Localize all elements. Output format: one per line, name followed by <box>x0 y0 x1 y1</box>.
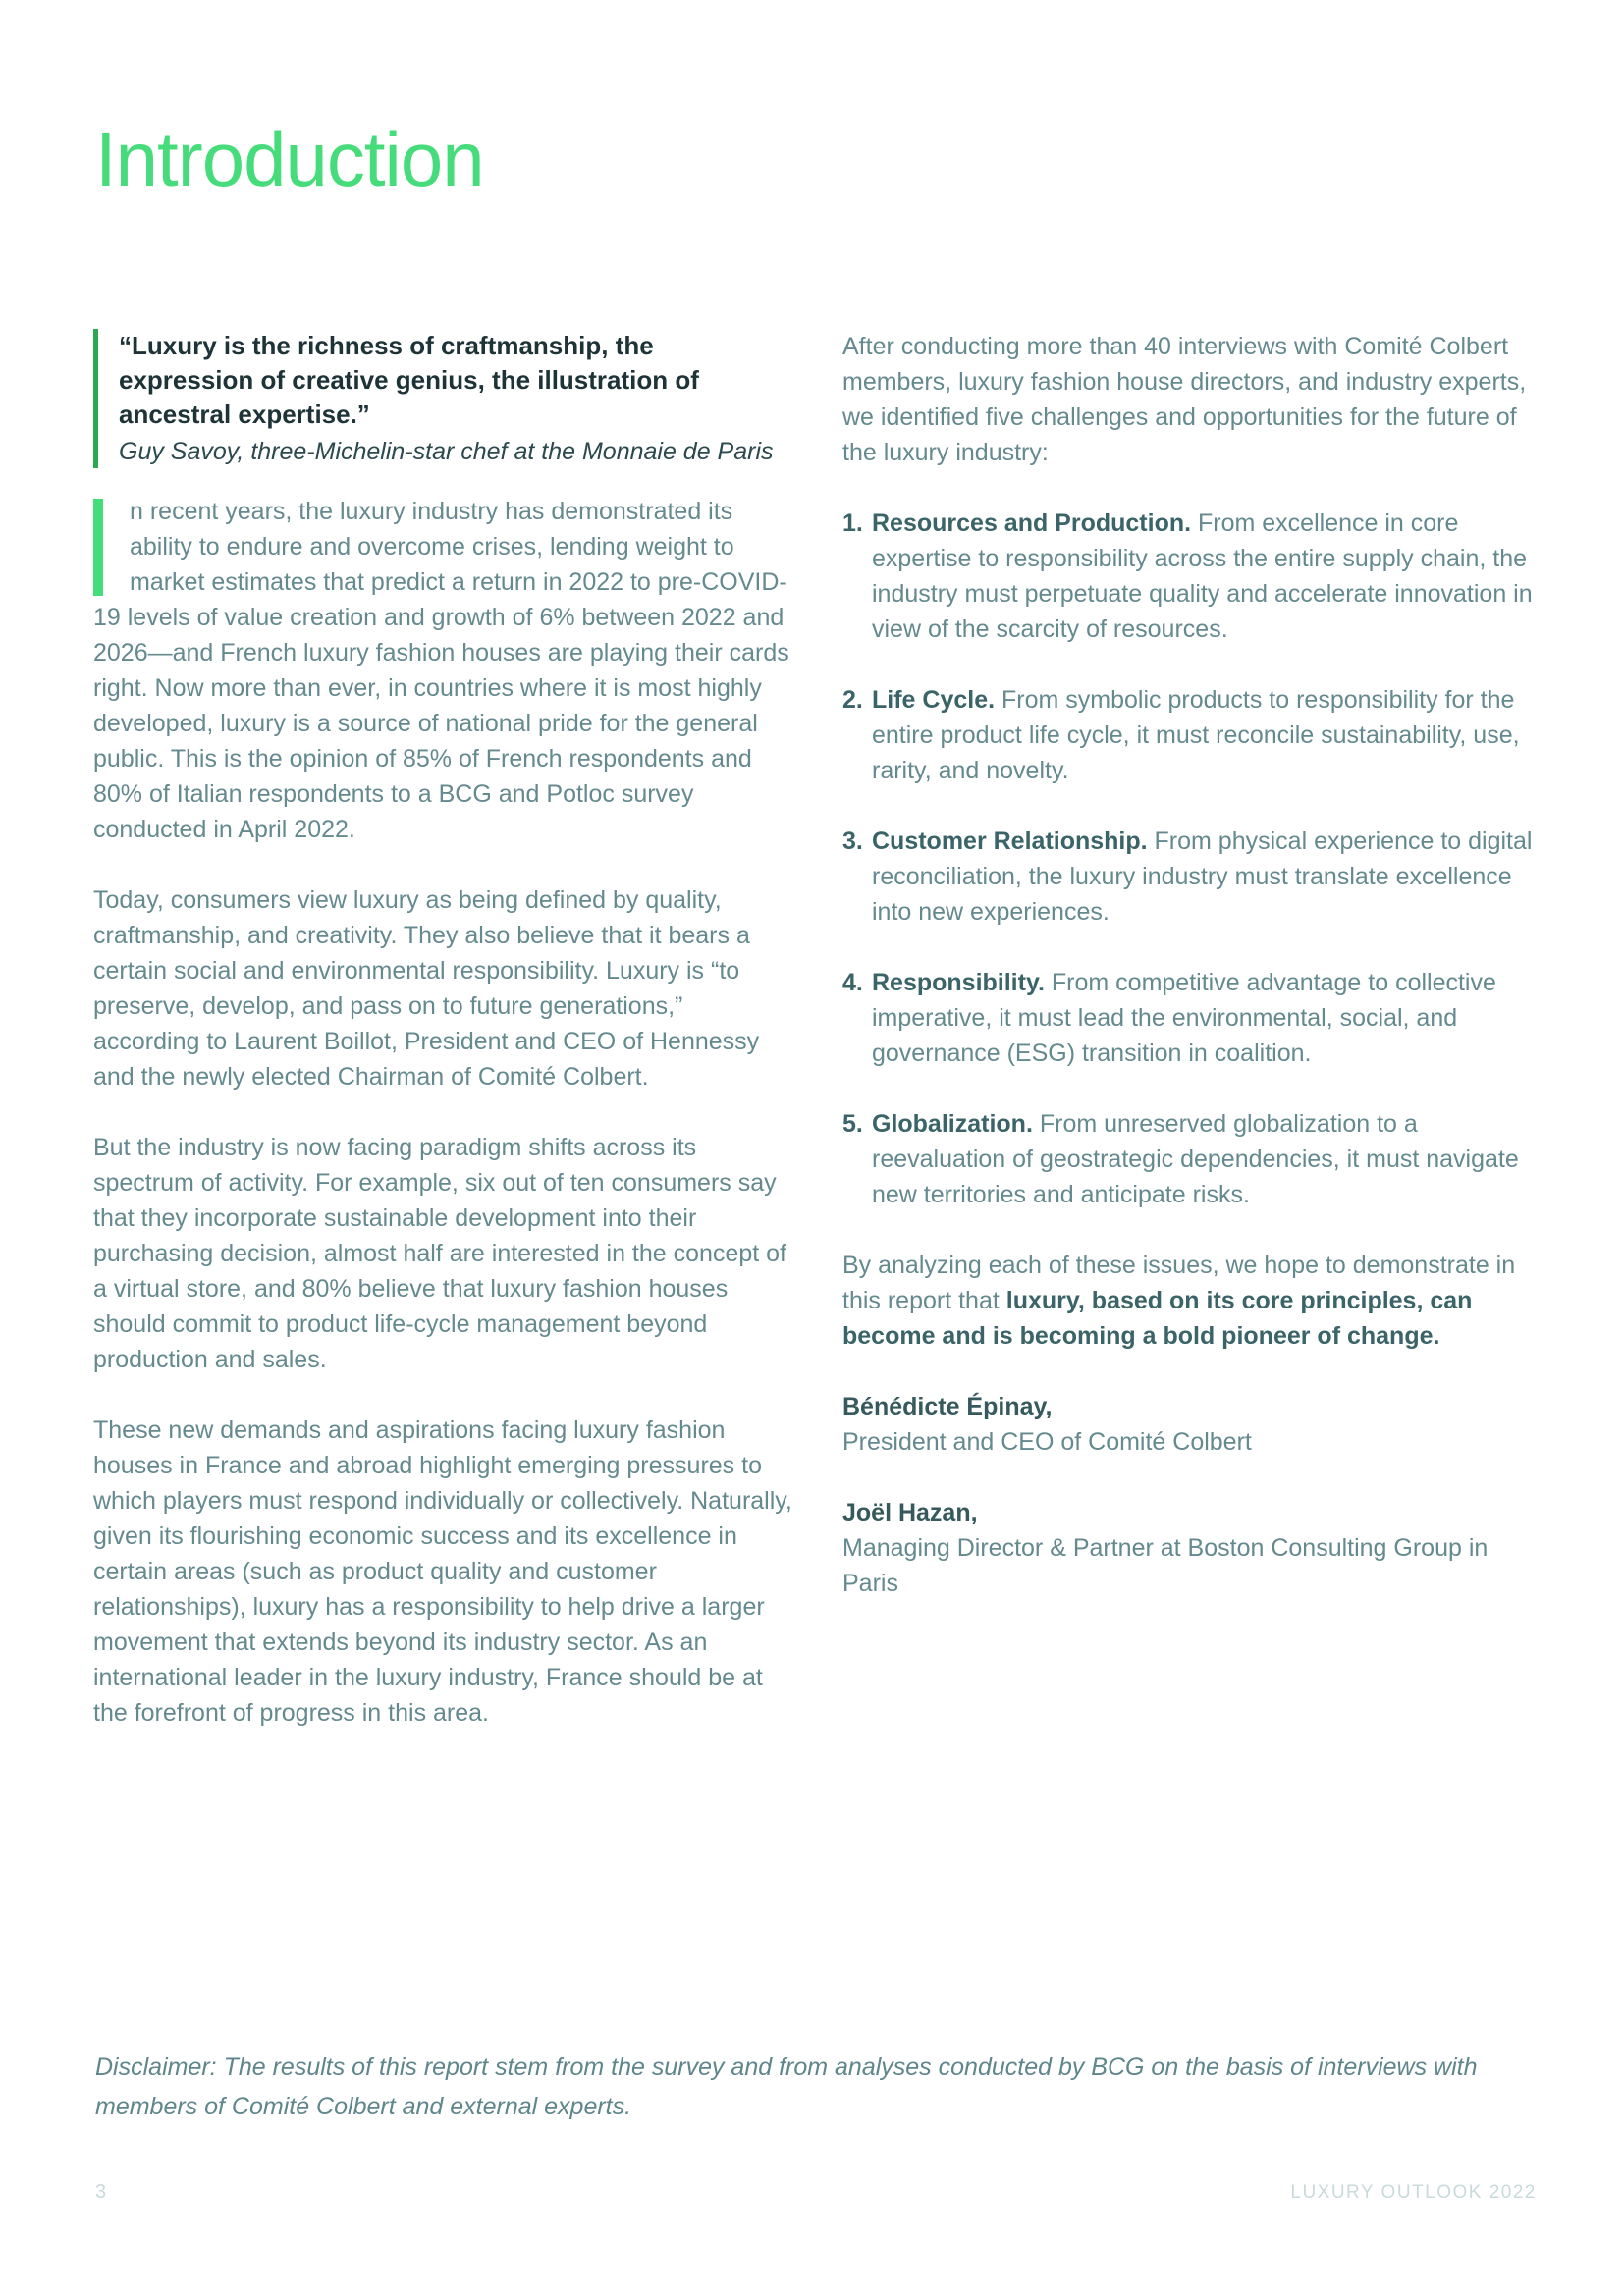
signature-role: President and CEO of Comité Colbert <box>842 1428 1252 1456</box>
closing-paragraph <box>842 1248 1542 1354</box>
list-item-text: From excellence in core expertise to responsibility across the entire supply chain, the industry must perpetuate quality and accelerate innovation in view of the scarcity of resources. <box>872 509 1533 643</box>
list-item-title: Resources and Production. <box>872 509 1192 537</box>
list-item-title: Customer Relationship. <box>872 828 1148 855</box>
signature-role: Managing Director & Partner at Boston Consulting Group in Paris <box>842 1534 1489 1597</box>
paragraph-4: These new demands and aspirations facing luxury fashion houses in France and abroad highlight emerging pressures to which players must respond individually or collectively. Naturally, given its flourishing economic success and its excellence in certain areas (such as product quality and customer relationships), luxury has a responsibility to help drive a larger movement that extends beyond its industry sector. As an international leader in the luxury industry, France should be at the forefront of progress in this area. <box>93 1416 792 1727</box>
pull-quote-text: “Luxury is the richness of craftmanship, the expression of creative genius, the illustration of ancestral expertise.” <box>119 331 699 429</box>
paragraph-1-text: n recent years, the luxury industry has demonstrated its ability to endure and overcome crises, lending weight to market estimates that predict a return in 2022 to pre-COVID-19 levels of value creation and growth of 6% between 2022 and 2026—and French luxury fashion houses are playing their cards right. Now more than ever, in countries where it is most highly developed, luxury is a source of national pride for the general public. This is the opinion of 85% of French respondents and 80% of Italian respondents to a BCG and Potloc survey conducted in April 2022. <box>93 498 789 843</box>
paragraph-3: But the industry is now facing paradigm shifts across its spectrum of activity. For example, six out of ten consumers say that they incorporate sustainable development into their purchasing decision, almost half are interested in the concept of a virtual store, and 80% believe that luxury fashion houses should commit to product life-cycle management beyond production and sales. <box>93 1134 786 1373</box>
list-item <box>842 965 1542 1071</box>
signature-name: Joël Hazan, <box>842 1499 978 1526</box>
list-item <box>842 506 1542 647</box>
disclaimer-text: Disclaimer: The results of this report stem from the survey and from analyses conducted by BCG on the basis of interviews with members of Comité Colbert and external experts. <box>95 2054 1478 2120</box>
list-item-number: 2. <box>842 686 863 714</box>
list-item-title: Globalization. <box>872 1110 1033 1138</box>
content-columns <box>93 329 1544 1766</box>
list-item-text: From competitive advantage to collective imperative, it must lead the environmental, social, and governance (ESG) transition in coalition. <box>872 969 1496 1067</box>
page-title: Introduction <box>95 116 484 203</box>
pull-quote-attribution: Guy Savoy, three-Michelin-star chef at the Monnaie de Paris <box>119 438 774 465</box>
list-item-title: Life Cycle. <box>872 686 996 714</box>
list-item <box>842 1106 1542 1212</box>
signature-block <box>842 1495 1542 1601</box>
list-item-text: From unreserved globalization to a reevaluation of geostrategic dependencies, it must navigate new territories and anticipate risks. <box>872 1110 1519 1208</box>
list-item-number: 4. <box>842 969 863 996</box>
list-item-text: From physical experience to digital reconciliation, the luxury industry must translate excellence into new experiences. <box>872 828 1533 926</box>
right-column <box>842 329 1542 1766</box>
dropcap-i-bar <box>93 499 103 596</box>
closing-bold-text: luxury, based on its core principles, can become and is becoming a bold pioneer of change. <box>842 1287 1473 1350</box>
page-number: 3 <box>95 2181 107 2203</box>
signature-block <box>842 1389 1542 1460</box>
page-footer <box>95 2181 1537 2204</box>
list-item-number: 3. <box>842 828 863 855</box>
report-name: LUXURY OUTLOOK 2022 <box>1290 2182 1537 2203</box>
paragraph-1 <box>93 494 795 847</box>
closing-text: By analyzing each of these issues, we hope to demonstrate in this report that <box>842 1252 1516 1314</box>
list-item-text: From symbolic products to responsibility for the entire product life cycle, it must reconcile sustainability, use, rarity, and novelty. <box>872 686 1520 784</box>
list-item <box>842 682 1542 788</box>
right-intro-paragraph: After conducting more than 40 interviews with Comité Colbert members, luxury fashion house directors, and industry experts, we identified five challenges and opportunities for the future of the luxury industry: <box>842 333 1527 466</box>
list-item <box>842 824 1542 930</box>
list-item-title: Responsibility. <box>872 969 1045 996</box>
pull-quote-block <box>93 329 795 468</box>
list-item-number: 5. <box>842 1110 863 1138</box>
signature-name: Bénédicte Épinay, <box>842 1393 1053 1420</box>
paragraph-2: Today, consumers view luxury as being defined by quality, craftmanship, and creativity. They also believe that it bears a certain social and environmental responsibility. Luxury is “to preserve, develop, and pass on to future generations,” according to Laurent Boillot, President and CEO of Hennessy and the newly elected Chairman of Comité Colbert. <box>93 886 760 1091</box>
left-column <box>93 329 795 1766</box>
list-item-number: 1. <box>842 509 863 537</box>
